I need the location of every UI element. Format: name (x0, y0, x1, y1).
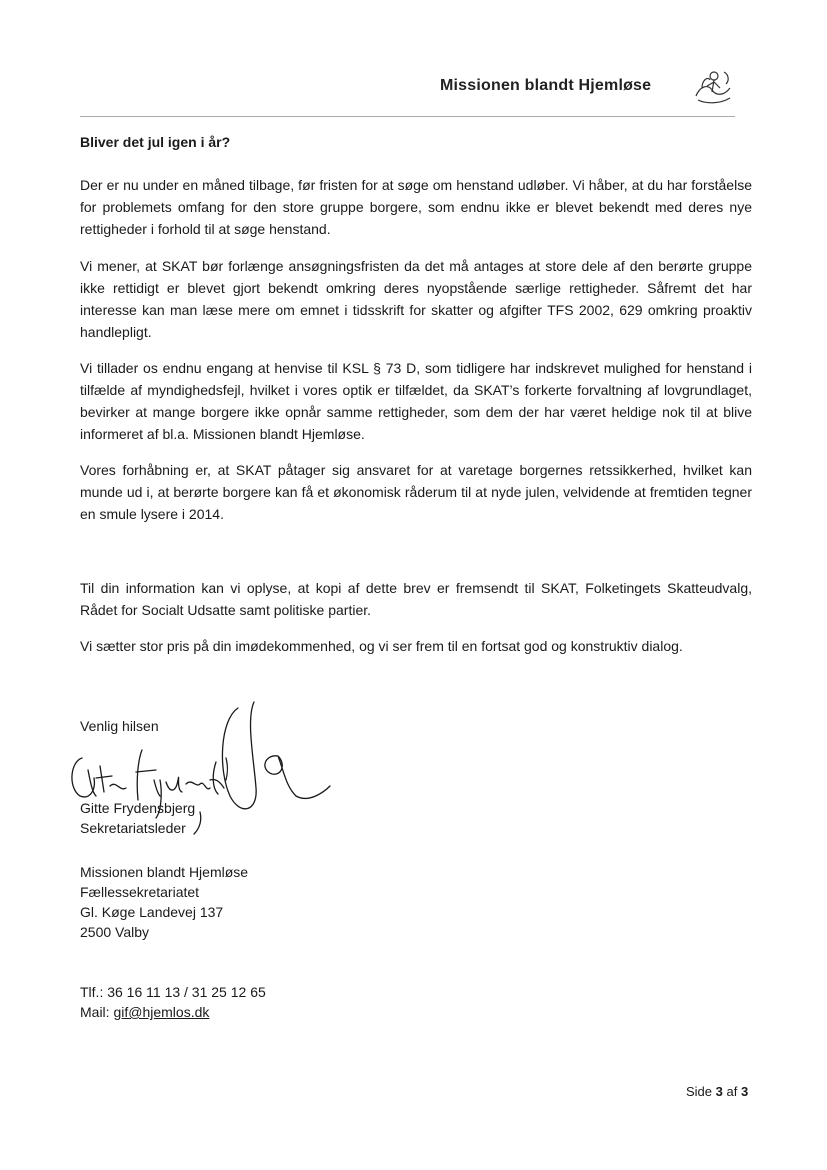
paragraph-6: Vi sætter stor pris på din imødekommenhed, og vi ser frem til en fortsat god og konstruktiv dialog. (80, 638, 683, 654)
paragraph-5: Til din information kan vi oplyse, at kopi af dette brev er fremsendt til SKAT, Folketingets Skatteudvalg, Rådet for Socialt Udsatte samt politiske partier. (80, 580, 752, 618)
address-city: 2500 Valby (80, 924, 150, 940)
page-prefix: Side (686, 1084, 716, 1099)
page-sep: af (722, 1084, 741, 1099)
organization-name: Missionen blandt Hjemløse (440, 77, 652, 94)
signatory-title: Sekretariatsleder (80, 820, 186, 836)
page-number (686, 1084, 748, 1099)
paragraph-3: Vi tillader os endnu engang at henvise til KSL § 73 D, som tidligere har indskrevet mulighed for henstand i tilfælde af myndighedsfejl, hvilket i vores optik er tilfældet, da SKAT’s forkerte forvaltning af lovgrundlaget, bevirker at mange borgere ikke opnår samme rettigheder, som dem der har været heldige nok til at blive informeret af bl.a. Missionen blandt Hjemløse. (80, 360, 752, 442)
paragraph-2: Vi mener, at SKAT bør forlænge ansøgningsfristen da det må antages at store dele af den berørte gruppe ikke rettidigt er blevet gjort bekendt omkring deres nyopstående særlige rettigheder. Såfremt det har interesse kan man læse mere om emnet i tidsskrift for skatter og afgifter TFS 2002, 629 omkring proaktiv handlepligt. (80, 258, 752, 340)
page-total: 3 (740, 1084, 749, 1099)
contact-mail-row (80, 1002, 209, 1022)
address-street: Gl. Køge Landevej 137 (80, 904, 224, 920)
contact-mail-label: Mail: (80, 1004, 114, 1020)
paragraph-1: Der er nu under en måned tilbage, før fristen for at søge om henstand udløber. Vi håber, at du har forståelse for problemets omfang for den store gruppe borgere, som endnu ikke er blevet bekendt med deres nye rettigheder i forhold til at søge henstand. (80, 177, 752, 237)
paragraph-4: Vores forhåbning er, at SKAT påtager sig ansvaret for at varetage borgernes retssikkerhed, hvilket kan munde ud i, at berørte borgere kan få et økonomisk råderum til at nyde julen, velvidende at fremtiden tegner en smule lysere i 2014. (80, 462, 752, 522)
organization-logo-icon (690, 66, 736, 106)
closing-greeting: Venlig hilsen (80, 718, 159, 734)
page-current: 3 (715, 1084, 723, 1099)
letter-subject: Bliver det jul igen i år? (80, 134, 231, 150)
address-org: Missionen blandt Hjemløse (80, 864, 249, 880)
address-dept: Fællessekretariatet (80, 884, 200, 900)
contact-phone: Tlf.: 36 16 11 13 / 31 25 12 65 (80, 984, 266, 1000)
contact-mail-link[interactable]: gif@hjemlos.dk (113, 1004, 210, 1020)
signatory-name: Gitte Frydensbjerg (80, 800, 196, 816)
header-divider (80, 116, 735, 117)
